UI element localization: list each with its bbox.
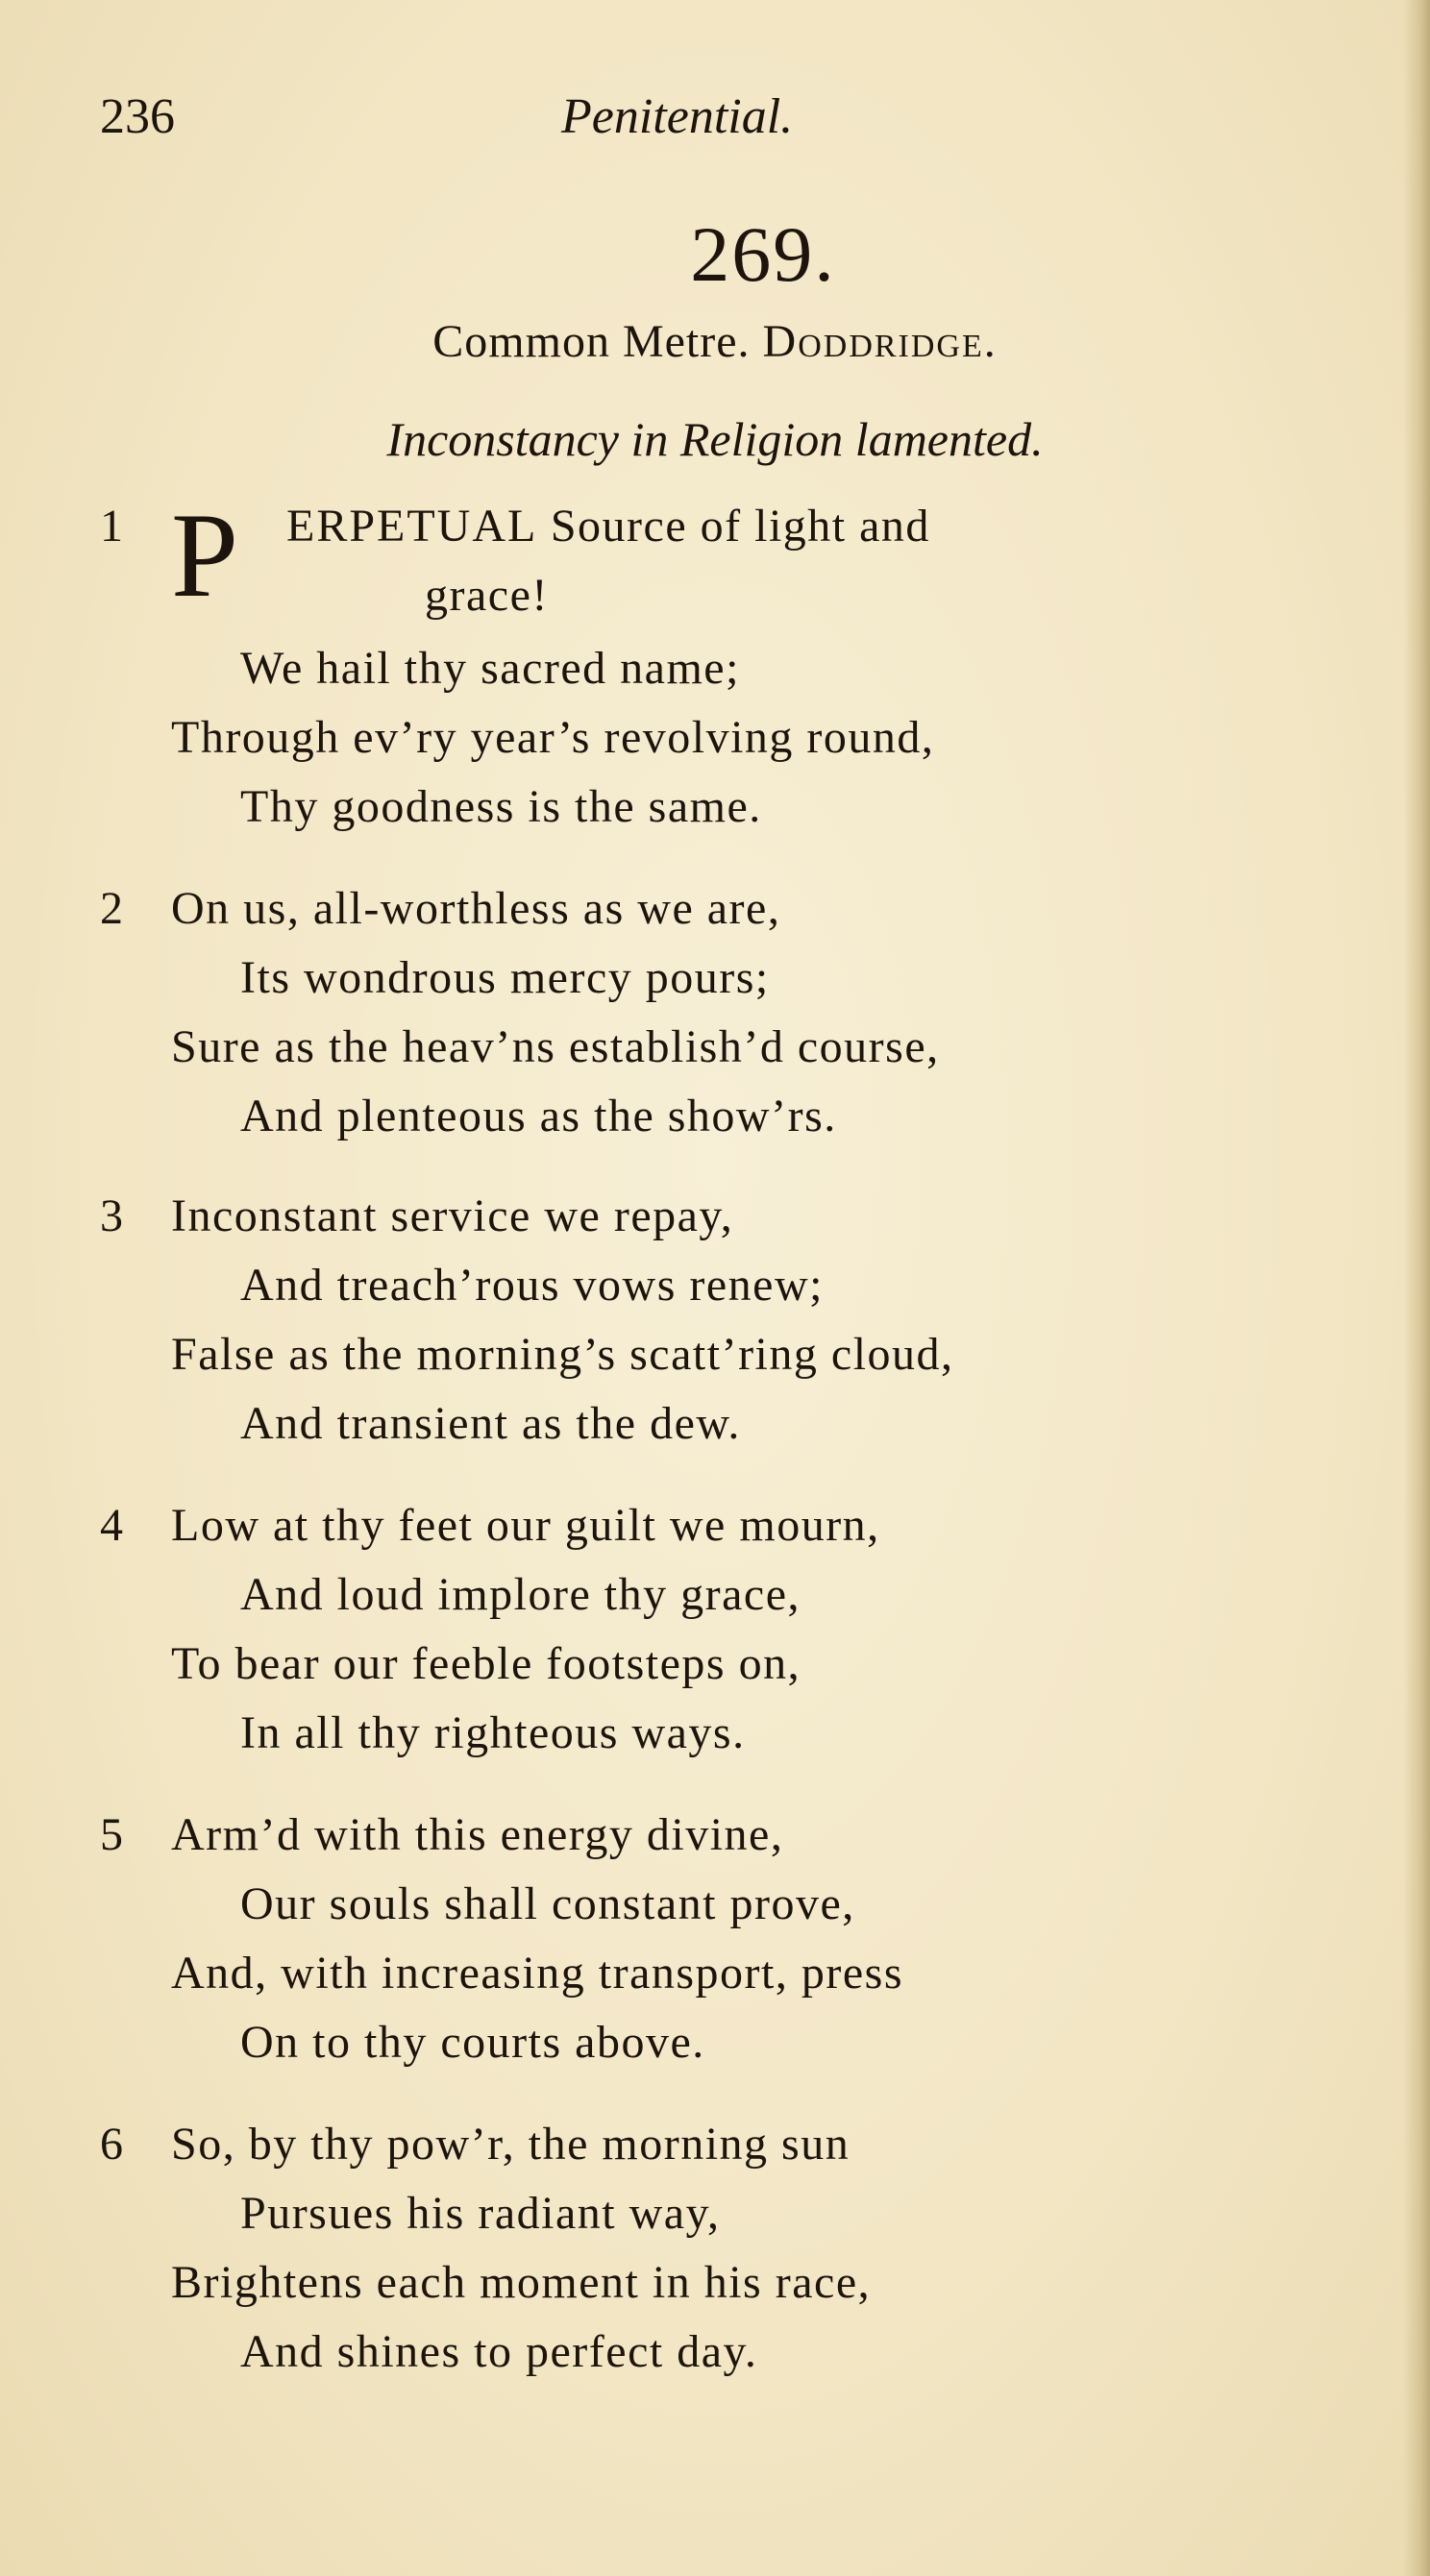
verse-line: On us, all-worthless as we are,	[171, 883, 781, 934]
hymn-number: 269.	[690, 210, 836, 298]
verse-line: ERPETUAL Source of light and	[286, 501, 930, 552]
verse-line: So, by thy pow’r, the morning sun	[171, 2119, 851, 2170]
verse-line: And, with increasing transport, press	[171, 1948, 904, 1999]
verse-line: And plenteous as the show’rs.	[240, 1091, 837, 1141]
running-head	[100, 88, 1368, 156]
verse-line: And treach’rous vows renew;	[240, 1260, 824, 1311]
verse-number: 3	[100, 1190, 123, 1241]
verse-line: In all thy righteous ways.	[240, 1707, 746, 1758]
verse-line: Pursues his radiant way,	[240, 2188, 721, 2239]
verse-line: Arm’d with this energy divine,	[171, 1809, 784, 1860]
verse-line: On to thy courts above.	[240, 2017, 705, 2068]
verse-line: And transient as the dew.	[240, 1398, 741, 1449]
verse-number: 2	[100, 883, 123, 934]
meter-line	[0, 315, 1430, 368]
verse-number: 4	[100, 1500, 123, 1551]
author: Doddridge.	[762, 316, 998, 367]
verse-line: Through ev’ry year’s revolving round,	[171, 712, 935, 763]
verse-line: We hail thy sacred name;	[240, 643, 740, 694]
verse-line: Sure as the heav’ns establish’d course,	[171, 1021, 940, 1072]
page-gutter-shadow	[1403, 0, 1430, 2576]
verse-line: Thy goodness is the same.	[240, 781, 762, 832]
verse-number: 1	[100, 501, 123, 552]
verse-line: To bear our feeble footsteps on,	[171, 1638, 801, 1689]
verse-line: Our souls shall constant prove,	[240, 1878, 855, 1929]
section-title: Penitential.	[561, 89, 794, 144]
verse-number: 5	[100, 1809, 123, 1860]
verse-line: Inconstant service we repay,	[171, 1190, 734, 1241]
verse-line: Low at thy feet our guilt we mourn,	[171, 1500, 880, 1551]
verse-line: False as the morning’s scatt’ring cloud,	[171, 1329, 954, 1380]
verse-line: grace!	[425, 570, 549, 621]
verse-line: Its wondrous mercy pours;	[240, 952, 770, 1003]
verse-line: And shines to perfect day.	[240, 2326, 758, 2377]
verse-number: 6	[100, 2119, 123, 2170]
page-number: 236	[100, 89, 175, 144]
meter: Common Metre.	[432, 316, 751, 367]
verse-line: And loud implore thy grace,	[240, 1569, 801, 1620]
verse-line: Brightens each moment in his race,	[171, 2257, 872, 2308]
drop-cap: P	[171, 489, 239, 623]
hymn-subtitle: Inconstancy in Religion lamented.	[386, 412, 1044, 466]
